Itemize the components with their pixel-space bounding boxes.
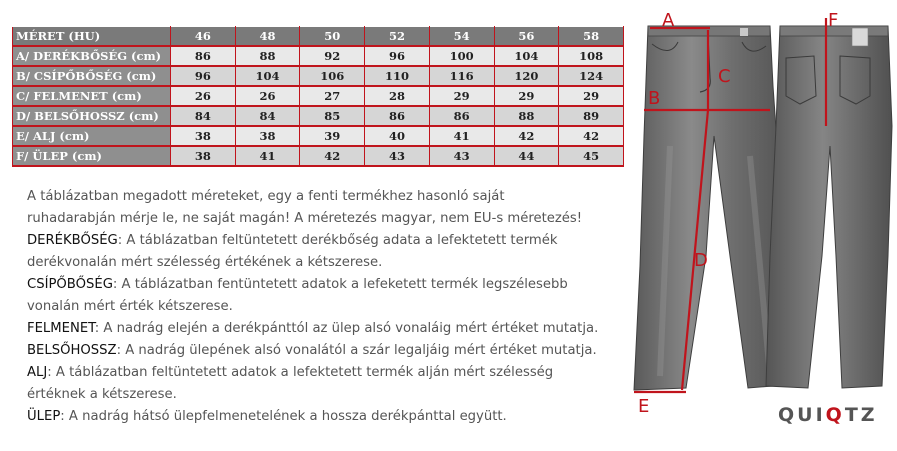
- measure-value-cell: 88: [494, 106, 559, 126]
- description-text: : A táblázatban feltüntetett derékbőség adata a lefektetett termék: [117, 233, 558, 248]
- measure-value-cell: 29: [559, 86, 624, 106]
- quintz-logo: [778, 404, 878, 426]
- size-header-cell: 48: [235, 27, 300, 47]
- measure-value-cell: 38: [171, 126, 236, 146]
- size-table-row: [13, 46, 624, 66]
- size-header-row: [13, 27, 624, 47]
- measure-value-cell: 27: [300, 86, 365, 106]
- size-table-row: [13, 86, 624, 106]
- measure-value-cell: 86: [429, 106, 494, 126]
- description-text: : A nadrág elején a derékpánttól az ülep alsó vonaláig mért értéket mutatja.: [94, 321, 599, 336]
- measure-value-cell: 96: [365, 46, 430, 66]
- measure-value-cell: 104: [235, 66, 300, 86]
- measure-value-cell: 42: [559, 126, 624, 146]
- size-header-cell: 56: [494, 27, 559, 47]
- measure-value-cell: 43: [365, 146, 430, 166]
- measure-label-b: B: [648, 88, 661, 109]
- measure-value-cell: 45: [559, 146, 624, 166]
- measure-row-label: C/ FELMENET (cm): [13, 86, 171, 106]
- description-item: [27, 362, 627, 384]
- measure-value-cell: 116: [429, 66, 494, 86]
- description-text-continued: értéknek a kétszerese.: [27, 387, 177, 402]
- measure-value-cell: 89: [559, 106, 624, 126]
- measure-value-cell: 104: [494, 46, 559, 66]
- measure-value-cell: 26: [235, 86, 300, 106]
- description-text: : A nadrág hátsó ülepfelmenetelének a hossza derékpánttal együtt.: [60, 409, 507, 424]
- back-jeans: [766, 26, 892, 388]
- intro-line: ruhadarabján mérje le, ne saját magán! A méretezés magyar, nem EU-s méretezés!: [27, 211, 583, 226]
- measure-value-cell: 86: [365, 106, 430, 126]
- measure-value-cell: 86: [171, 46, 236, 66]
- description-term: ÜLEP: [27, 409, 61, 424]
- description-text-continued: derékvonalán mért szélesség értékének a kétszerese.: [27, 255, 383, 270]
- description-item: [27, 340, 627, 362]
- measure-value-cell: 43: [429, 146, 494, 166]
- size-table-row: [13, 146, 624, 166]
- measure-label-a: A: [662, 10, 675, 31]
- measure-value-cell: 26: [171, 86, 236, 106]
- description-item: [27, 406, 627, 428]
- measure-value-cell: 44: [494, 146, 559, 166]
- description-items: [27, 230, 627, 428]
- size-header-cell: 52: [365, 27, 430, 47]
- description-item: [27, 318, 627, 340]
- size-table-body: [13, 46, 624, 166]
- size-header-cell: 54: [429, 27, 494, 47]
- measure-label-e: E: [638, 396, 650, 417]
- measure-row-label: D/ BELSŐHOSSZ (cm): [13, 106, 171, 126]
- measure-value-cell: 39: [300, 126, 365, 146]
- description-term: ALJ: [27, 365, 48, 380]
- description-term: CSÍPŐBŐSÉG: [27, 277, 113, 292]
- description-item: [27, 230, 627, 252]
- measure-row-label: A/ DERÉKBŐSÉG (cm): [13, 46, 171, 66]
- measure-value-cell: 106: [300, 66, 365, 86]
- size-header-cell: 46: [171, 27, 236, 47]
- measure-value-cell: 41: [429, 126, 494, 146]
- description-term: BELSŐHOSSZ: [27, 343, 117, 358]
- measure-value-cell: 96: [171, 66, 236, 86]
- measure-value-cell: 92: [300, 46, 365, 66]
- measure-label-d: D: [694, 250, 708, 271]
- logo-text-q: Q: [825, 404, 845, 426]
- measure-value-cell: 88: [235, 46, 300, 66]
- size-description: [27, 186, 627, 428]
- measure-value-cell: 38: [235, 126, 300, 146]
- measure-value-cell: 29: [429, 86, 494, 106]
- description-text: : A táblázatban feltüntetett adatok a lefektetett termék alján mért szélesség: [47, 365, 554, 380]
- measure-value-cell: 42: [494, 126, 559, 146]
- size-table-row: [13, 66, 624, 86]
- measure-value-cell: 85: [300, 106, 365, 126]
- logo-text-end: TZ: [844, 404, 878, 426]
- measure-label-f: F: [828, 10, 839, 31]
- description-text: : A nadrág ülepének alsó vonalától a szár legaljáig mért értéket mutatja.: [116, 343, 597, 358]
- intro-line: A táblázatban megadott méreteket, egy a fenti termékhez hasonló saját: [27, 189, 505, 204]
- measure-value-cell: 38: [171, 146, 236, 166]
- measure-value-cell: 108: [559, 46, 624, 66]
- measure-value-cell: 124: [559, 66, 624, 86]
- measure-value-cell: 41: [235, 146, 300, 166]
- description-text-continued: vonalán mért érték kétszerese.: [27, 299, 233, 314]
- logo-text-start: QUI: [778, 404, 826, 426]
- measure-value-cell: 42: [300, 146, 365, 166]
- measure-row-label: B/ CSÍPŐBŐSÉG (cm): [13, 66, 171, 86]
- measure-value-cell: 120: [494, 66, 559, 86]
- measure-value-cell: 28: [365, 86, 430, 106]
- description-text: : A táblázatban fentüntetett adatok a lefeketett termék legszélesebb: [112, 277, 568, 292]
- size-header-cell: 50: [300, 27, 365, 47]
- size-table-row: [13, 106, 624, 126]
- measure-value-cell: 29: [494, 86, 559, 106]
- measure-label-c: C: [718, 66, 731, 87]
- jeans-measurement-diagram: [630, 6, 897, 451]
- size-header-cell: 58: [559, 27, 624, 47]
- measure-value-cell: 110: [365, 66, 430, 86]
- measure-value-cell: 84: [235, 106, 300, 126]
- measure-row-label: F/ ÜLEP (cm): [13, 146, 171, 166]
- description-term: DERÉKBŐSÉG: [27, 233, 118, 248]
- measure-value-cell: 100: [429, 46, 494, 66]
- measure-row-label: E/ ALJ (cm): [13, 126, 171, 146]
- size-table-row: [13, 126, 624, 146]
- measure-value-cell: 84: [171, 106, 236, 126]
- size-table: [12, 26, 624, 167]
- measure-value-cell: 40: [365, 126, 430, 146]
- description-term: FELMENET: [27, 321, 95, 336]
- description-item: [27, 274, 627, 296]
- size-header-label: MÉRET (HU): [13, 27, 171, 47]
